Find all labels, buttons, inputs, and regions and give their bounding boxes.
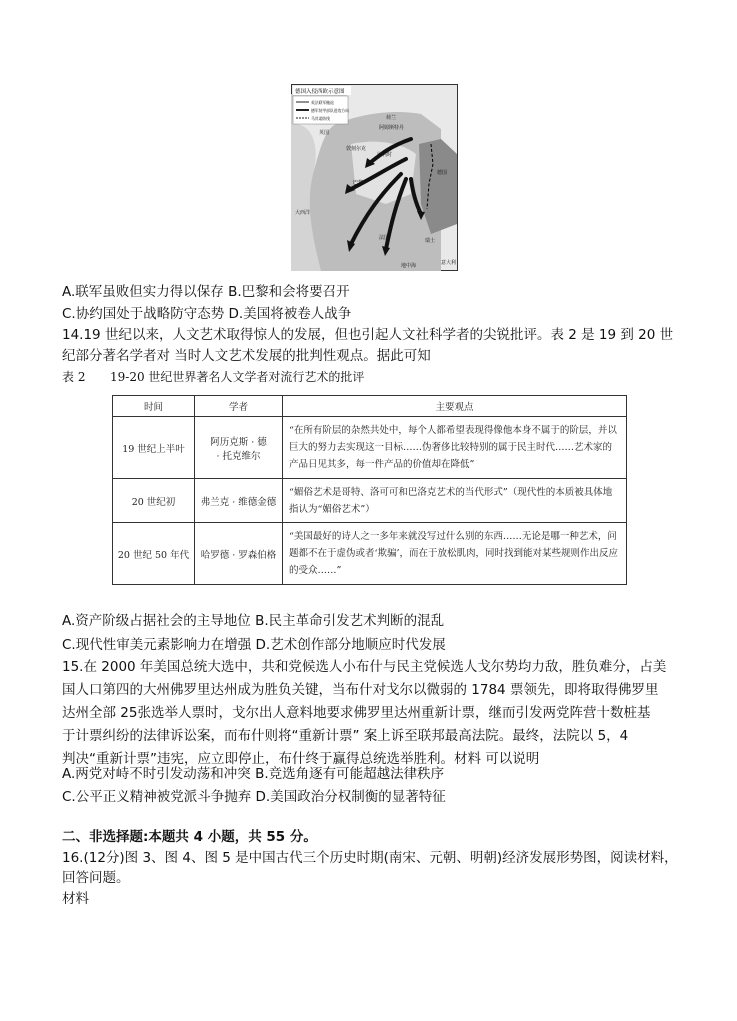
cell-scholar: 弗兰克 · 维德金德	[195, 479, 283, 523]
q15-stem-line1: 15.在 2000 年美国总统大选中，共和党候选人小布什与民主党候选人戈尔势均力敌，胜负难分，占美	[62, 659, 667, 675]
invasion-map	[291, 84, 458, 271]
header-view: 主要观点	[283, 396, 627, 417]
q15-stem-line2: 国人口第四的大州佛罗里达州成为胜负关键，当布什对戈尔以微弱的 1784 票领先，即将取得佛罗里	[62, 682, 659, 698]
label-belgium: 比利时	[377, 152, 393, 158]
q15-stem-line5: 判决“重新计票”违宪，应立即停止，布什终于赢得总统选举胜利。材料 可以说明	[62, 751, 540, 767]
table-row	[113, 417, 627, 479]
q14-stem-line1: 14.19 世纪以来，人文艺术取得惊人的发展，但也引起人文社科学者的尖锐批评。表 2 是 19 到 20 世	[62, 327, 674, 343]
label-switzerland: 瑞士	[425, 238, 436, 244]
table-header-row	[113, 396, 627, 417]
q14-options-line2: C.现代性审美元素影响力在增强 D.艺术创作部分地顺应时代发展	[62, 637, 446, 653]
map-title: 德国入侵西欧示意图	[295, 89, 345, 95]
cell-view: “在所有阶层的杂然共处中，每个人都希望表现得像他本身不属于的阶层，并以巨大的努力去实现这一目标……伪奢侈比较特别的属于民主时代……艺术家的产品日见其多，每一件产品的价值却在降低”	[283, 417, 627, 479]
legend-advance: 德军装甲部队进攻方向	[311, 108, 349, 113]
q16-stem-line1: 16.(12分)图 3、图 4、图 5 是中国古代三个历史时期(南宋、元朝、明朝)经济发展形势图，阅读材料，	[62, 850, 678, 866]
label-france: 法国	[379, 235, 390, 241]
label-italy: 意大利	[441, 260, 457, 266]
label-amsterdam: 阿姆斯特丹	[379, 125, 405, 131]
table-caption-text: 19-20 世纪世界著名人文学者对流行艺术的批评	[110, 370, 365, 384]
legend-maginot: 马其诺防线	[311, 116, 330, 121]
q14-stem-line2: 纪部分著名学者对 当时人文艺术发展的批判性观点。据此可知	[62, 348, 431, 364]
header-scholar: 学者	[195, 396, 283, 417]
q14-options-line1: A.资产阶级占据社会的主导地位 B.民主革命引发艺术判断的混乱	[62, 613, 445, 629]
label-atlantic: 大西洋	[295, 210, 311, 216]
label-germany: 德国	[437, 170, 448, 176]
cell-time: 20 世纪 50 年代	[113, 523, 195, 585]
q15-stem-line3: 达州全部 25张选举人票时，戈尔出人意料地要求佛罗里达州重新计票，继而引发两党阵营十数桩基	[62, 705, 651, 721]
criticism-table	[112, 395, 627, 585]
q13-options-line1: A.联军虽败但实力得以保存 B.巴黎和会将要召开	[62, 284, 350, 300]
table-row	[113, 479, 627, 523]
q15-stem-line4: 于计票纠纷的法律诉讼案，而布什则将“重新计票” 案上诉至联邦最高法院。最终，法院以 5，4	[62, 728, 629, 744]
cell-time: 19 世纪上半叶	[113, 417, 195, 479]
cell-view: “美国最好的诗人之一多年来就没写过什么别的东西……无论是哪一种艺术，问题都不在于虚伪或者‘欺骗’，而在于放松肌肉，同时找到能对某些规则作出反应的受众……”	[283, 523, 627, 585]
label-dunkirk: 敦刻尔克	[346, 146, 367, 152]
header-time: 时间	[113, 396, 195, 417]
q13-options-line2: C.协约国处于战略防守态势 D.美国将被卷人战争	[62, 306, 352, 322]
label-paris: 巴黎	[353, 180, 364, 186]
label-mediterranean: 地中海	[401, 263, 417, 269]
q15-options-line2: C.公平正义精神被党派斗争抛弃 D.美国政治分权制衡的显著特征	[62, 789, 446, 805]
q16-stem-line2: 回答问题。	[62, 870, 130, 886]
legend-retreat: 英法联军撤退	[311, 100, 334, 105]
cell-view: “媚俗艺术是哥特、洛可可和巴洛克艺术的当代形式”（现代性的本质被具体地指认为“媚俗艺术”）	[283, 479, 627, 523]
section-heading: 二、非选择题:本题共 4 小题，共 55 分。	[62, 829, 317, 845]
table-caption	[62, 368, 364, 385]
cell-time: 20 世纪初	[113, 479, 195, 523]
cell-scholar: 哈罗德 · 罗森伯格	[195, 523, 283, 585]
q15-options-line1: A.两党对峙不时引发动荡和冲突 B.竞选角逐有可能超越法律秩序	[62, 766, 445, 782]
table-label: 表 2	[62, 370, 86, 384]
table-row	[113, 523, 627, 585]
cell-scholar: 阿历克斯 · 德 · 托克维尔	[195, 417, 283, 479]
q16-stem-line3: 材料	[62, 891, 89, 907]
label-netherlands: 荷兰	[386, 115, 397, 121]
label-uk: 英国	[319, 130, 330, 136]
